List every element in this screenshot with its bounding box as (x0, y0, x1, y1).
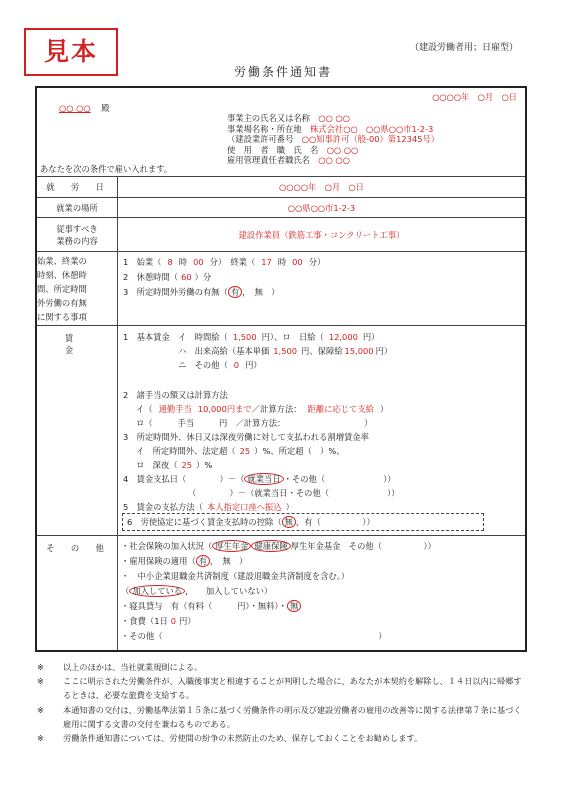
footnotes (37, 660, 527, 745)
footnote: ※ 労働条件通知書については、労使間の紛争の未然防止のため、保存しておくことをお勧めします。 (37, 733, 423, 744)
social-insurance: ・社会保険の加入状況（ 厚生年金 健康保険 厚生年金基金 その他（ ）） (121, 541, 436, 551)
premium-night: ロ 深夜（ 25 ）% (136, 460, 213, 470)
wage-piece: ハ 出来高給（基本単価 1,500 円、保障給 15,000 円） (178, 346, 393, 356)
allowance-title: 2 諸手当の額又は計算方法 (123, 390, 228, 400)
employer-row: 事業主の氏名又は名称 ○○ ○○ (227, 113, 350, 123)
place-value: ○○県○○市1-2-3 (118, 198, 527, 218)
footnote: ※ 本通知書の交付は、労働基準法第１５条に基づく労働条件の明示及び建設労働者の雇用の改善等に関する法律第７条に基づく雇用に関する文書の交付を兼ねるものである。 (37, 704, 522, 729)
bedding: ・寝具貸与 有（有料（ 円）・無料）・ 無 (121, 600, 301, 612)
hours-section (118, 252, 527, 326)
employer-row: 雇用管理責任者職氏名 ○○ ○○ (227, 155, 350, 165)
other-label: そ の 他 (36, 536, 118, 651)
bedding-none-circle: 無 (287, 600, 301, 612)
wages-section (118, 326, 527, 536)
work-day-label: 就 労 日 (36, 177, 118, 198)
employer-row: 事業場名称・所在地 株式会社○○ ○○県○○市1-2-3 (227, 123, 434, 134)
deduction: 6 労使協定に基づく賃金支払時の控除（ 無 ，有（ ）） (127, 517, 375, 527)
job-label: 従事すべき 業務の内容 (36, 218, 118, 252)
pay-day-circle: 就業当日 (244, 473, 283, 485)
health-insurance-circle: 健康保険 (251, 540, 290, 552)
retirement-fund: ・ 中小企業退職金共済制度（建設退職金共済制度を含む。） (121, 571, 350, 581)
intro-text: あなたを次の条件で雇い入れます。 (40, 164, 173, 174)
footnote: ※ ここに明示された労働条件が、入職後事実と相違することが判明した場合に、あなたが本契約を解除し、１４日以内に帰郷するときは、必要な旅費を支給する。 (37, 676, 522, 701)
wage-other: ニ その他（ 0 円） (178, 360, 262, 370)
wages-label: 賃 金 (36, 326, 118, 536)
meal-cost: ・食費（1日 0 円） (121, 616, 196, 626)
hours-label: 始業、終業の 時刻、休憩時 間、所定時間 外労働の有無 に関する事項 (36, 252, 118, 326)
employment-insurance: ・雇用保険の適用（ 有 ， 無 ） (121, 556, 248, 566)
conditions-table (35, 86, 527, 652)
pension-circle: 厚生年金 (212, 540, 251, 552)
other-misc: ・その他（ ） (121, 631, 387, 641)
retirement-fund-status: （ 加入している ， 加入していない） (121, 586, 273, 596)
issue-date: ○○○○年 ○月 ○日 (432, 92, 517, 102)
employment-yes-circle: 有 (196, 555, 210, 567)
hours-start-end: 1 始業（ 8 時 00 分） 終業（ 17 時 00 分） (123, 257, 326, 267)
place-label: 就業の場所 (36, 198, 118, 218)
addressee-name: ○○ ○○ (59, 103, 91, 113)
other-section (118, 536, 527, 651)
pay-day: 4 賃金支払日（ ）－（ 就業当日 ・その他（ ）） (123, 474, 396, 484)
wage-basic: 1 基本賃金 イ 時間給（ 1,500 円）、ロ 日給（ 12,000 円） (123, 332, 380, 342)
addressee-suffix: 殿 (101, 103, 110, 113)
hours-overtime: 3 所定時間外労働の有無（ 有 ， 無 ） (123, 287, 280, 297)
employer-row: 使 用 者 職 氏 名 ○○ ○○ (227, 144, 359, 155)
sample-stamp: 見本 (24, 28, 118, 76)
deduction-none-circle: 無 (282, 516, 296, 528)
addressee (59, 102, 110, 114)
joined-circle: 加入している (129, 585, 185, 597)
header-section (36, 87, 526, 177)
job-value: 建設作業員（鉄筋工事・コンクリート工事） (118, 218, 527, 252)
work-day-value: ○○○○年 ○月 ○日 (118, 177, 527, 198)
overtime-yes-circle: 有 (228, 286, 242, 298)
premium-overtime: イ 所定時間外、法定超（ 25 ）%、所定超（ ）%、 (136, 446, 345, 456)
pay-method: 5 賃金の支払方法（ 本人指定口座へ振込 ） (123, 502, 294, 512)
document-title: 労働条件通知書 (233, 65, 332, 79)
employer-row: （建設業許可番号 ○○知事許可（般-00）第12345号） (227, 134, 440, 144)
pay-day-2: （ ）－（就業当日・その他（ ）） (188, 488, 400, 498)
allowance-2: ロ（ 手当 円 ／計算方法： ） (136, 418, 373, 428)
premium-title: 3 所定時間外、休日又は深夜労働に対して支払われる割増賃金率 (123, 432, 369, 442)
employer-info (227, 113, 439, 166)
hours-break: 2 休憩時間（ 60 ）分 (123, 272, 212, 282)
document-type-note: （建設労働者用；日雇型） (410, 43, 519, 53)
allowance-1: イ（ 通勤手当 10,000円まで／計算方法： 距離に応じて支給 ） (136, 404, 389, 414)
footnote: ※ 以上のほかは、当社就業規則による。 (37, 662, 203, 672)
